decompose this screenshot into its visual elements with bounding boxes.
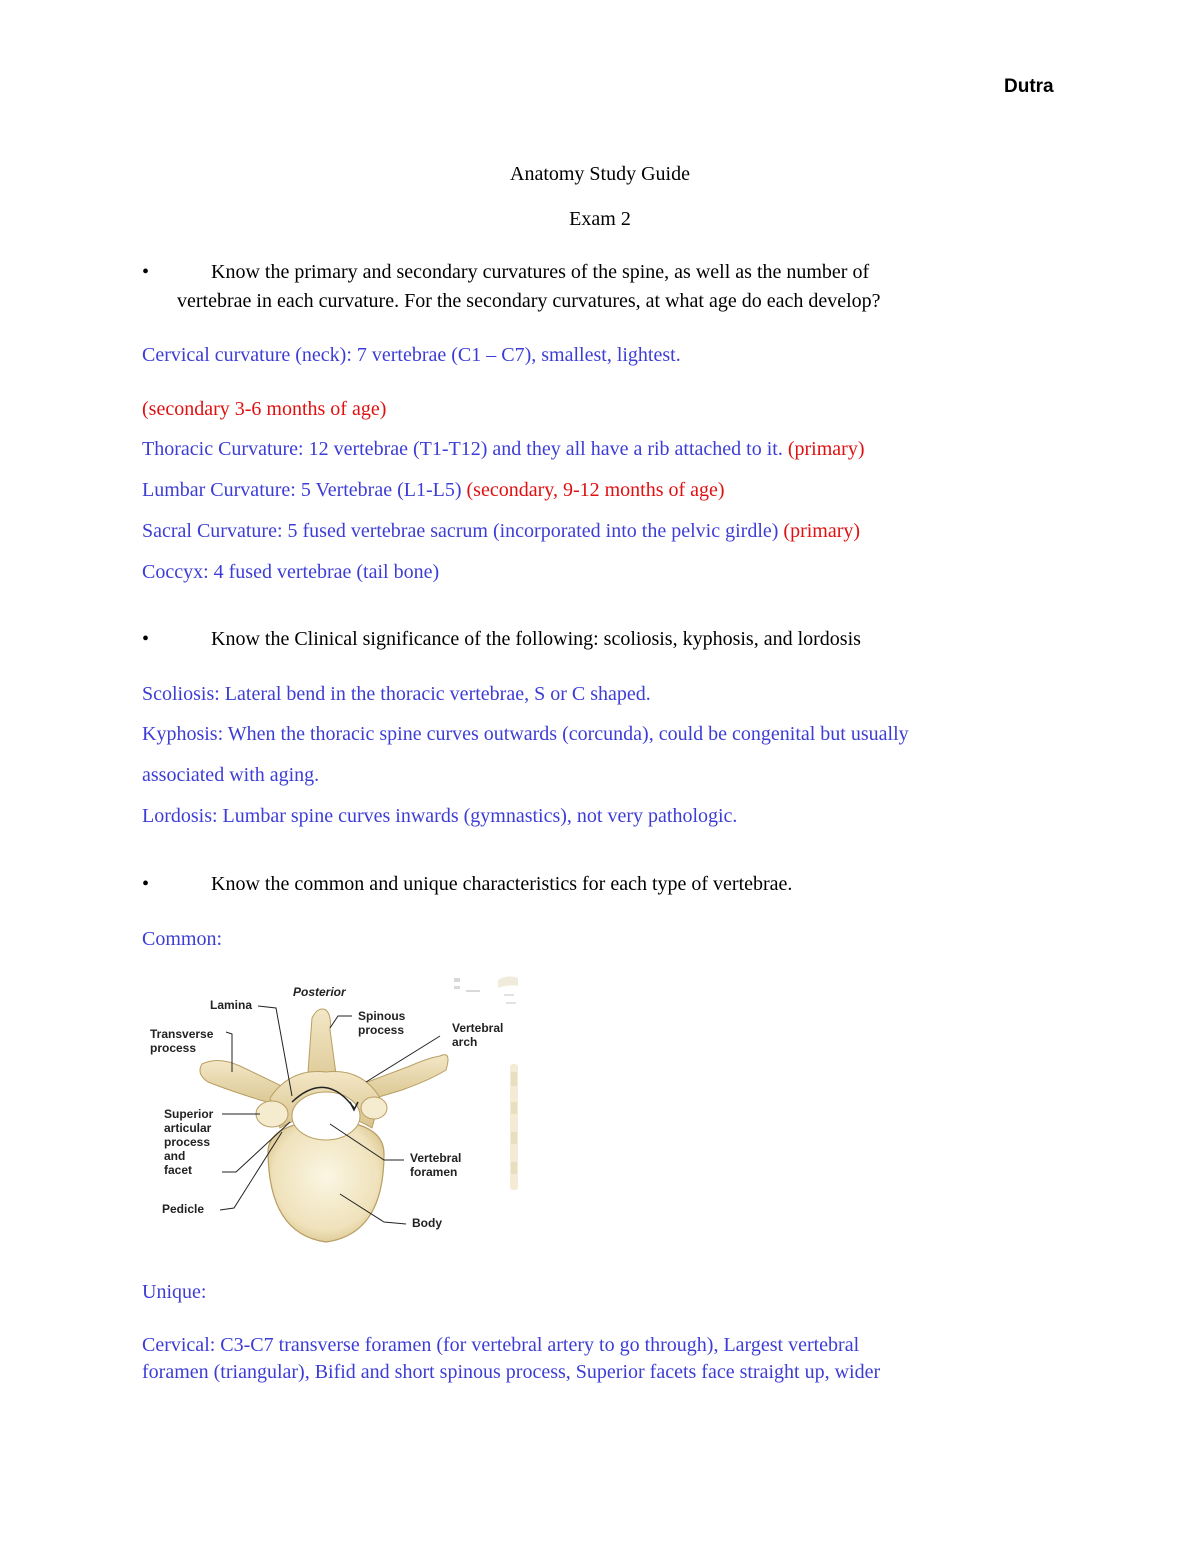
bullet-icon: • bbox=[142, 261, 150, 283]
answer-cervical-age: (secondary 3-6 months of age) bbox=[142, 398, 387, 420]
superior-facet-left bbox=[256, 1101, 288, 1127]
label-foramen-2: foramen bbox=[410, 1165, 458, 1179]
label-superior-2: articular bbox=[164, 1121, 212, 1135]
vertebral-foramen bbox=[292, 1092, 360, 1140]
answer-thoracic bbox=[142, 437, 864, 461]
answer-sacral bbox=[142, 519, 860, 543]
answer-thoracic-type: (primary) bbox=[787, 438, 865, 460]
label-superior-5: facet bbox=[164, 1163, 193, 1177]
label-superior-1: Superior bbox=[164, 1107, 214, 1121]
question-2: Know the Clinical significance of the following: scoliosis, kyphosis, and lordosis bbox=[211, 628, 861, 650]
answer-cervical: Cervical curvature (neck): 7 vertebrae (C1 – C7), smallest, lightest. bbox=[142, 344, 681, 366]
answer-coccyx: Coccyx: 4 fused vertebrae (tail bone) bbox=[142, 561, 440, 583]
unique-cervical-line-2: foramen (triangular), Bifid and short spinous process, Superior facets face straight up, wider bbox=[142, 1361, 881, 1383]
doc-subtitle: Exam 2 bbox=[569, 208, 631, 230]
bullet-icon: • bbox=[142, 628, 150, 650]
label-arch-2: arch bbox=[452, 1035, 478, 1049]
label-body: Body bbox=[412, 1216, 442, 1230]
answer-sacral-type: (primary) bbox=[783, 520, 861, 542]
common-label: Common: bbox=[142, 928, 223, 950]
label-pedicle: Pedicle bbox=[162, 1202, 205, 1216]
answer-thoracic-text: Thoracic Curvature: 12 vertebrae (T1-T12) and they all have a rib attached to it. bbox=[142, 438, 783, 460]
question-1-line-2: vertebrae in each curvature. For the secondary curvatures, at what age do each develop? bbox=[177, 290, 881, 312]
answer-lumbar-text: Lumbar Curvature: 5 Vertebrae (L1-L5) bbox=[142, 479, 462, 501]
question-1-line-1: Know the primary and secondary curvatures of the spine, as well as the number of bbox=[211, 261, 870, 283]
label-arch-1: Vertebral bbox=[452, 1021, 504, 1035]
doc-title: Anatomy Study Guide bbox=[510, 163, 690, 185]
answer-scoliosis: Scoliosis: Lateral bend in the thoracic vertebrae, S or C shaped. bbox=[142, 683, 651, 705]
answer-sacral-text: Sacral Curvature: 5 fused vertebrae sacrum (incorporated into the pelvic girdle) bbox=[142, 520, 779, 542]
vertebra-figure bbox=[140, 972, 525, 1252]
label-foramen-1: Vertebral bbox=[410, 1151, 462, 1165]
label-transverse-2: process bbox=[150, 1041, 197, 1055]
answer-lumbar bbox=[142, 478, 725, 502]
label-spinous-2: process bbox=[358, 1023, 405, 1037]
answer-lordosis: Lordosis: Lumbar spine curves inwards (gymnastics), not very pathologic. bbox=[142, 805, 738, 827]
superior-facet-right bbox=[361, 1097, 387, 1119]
answer-kyphosis-line-2: associated with aging. bbox=[142, 764, 320, 786]
bullet-icon: • bbox=[142, 873, 150, 895]
label-superior-3: process bbox=[164, 1135, 211, 1149]
label-posterior: Posterior bbox=[293, 985, 346, 999]
answer-lumbar-type: (secondary, 9-12 months of age) bbox=[466, 479, 725, 501]
header-name: Dutra bbox=[1004, 76, 1054, 97]
answer-kyphosis-line-1: Kyphosis: When the thoracic spine curves outwards (corcunda), could be congenital but usually bbox=[142, 723, 909, 745]
label-superior-4: and bbox=[164, 1149, 186, 1163]
label-lamina: Lamina bbox=[210, 998, 253, 1012]
label-transverse-1: Transverse bbox=[150, 1027, 214, 1041]
cropped-thumbnail bbox=[454, 976, 518, 1190]
unique-label: Unique: bbox=[142, 1281, 207, 1303]
question-3: Know the common and unique characteristics for each type of vertebrae. bbox=[211, 873, 793, 895]
label-spinous-1: Spinous bbox=[358, 1009, 406, 1023]
unique-cervical-line-1: Cervical: C3-C7 transverse foramen (for vertebral artery to go through), Largest vertebral bbox=[142, 1334, 860, 1356]
